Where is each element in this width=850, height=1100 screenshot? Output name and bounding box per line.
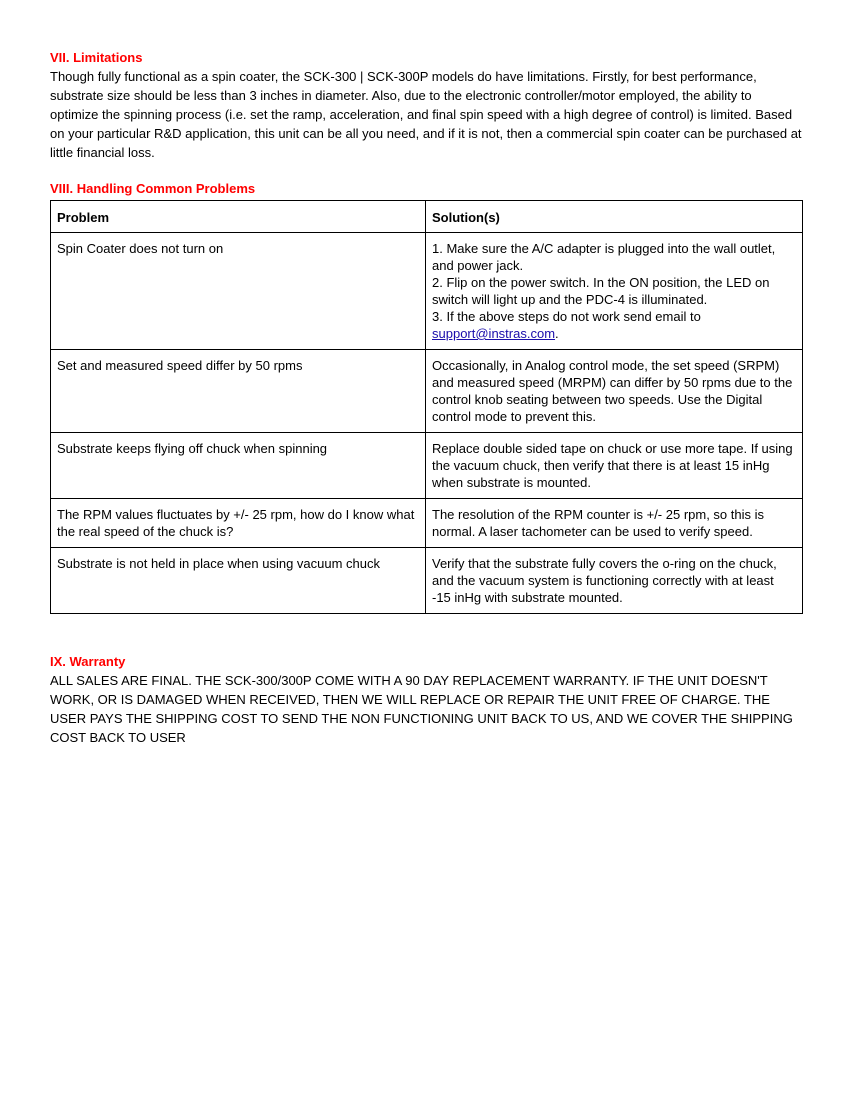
warranty-paragraph: ALL SALES ARE FINAL. THE SCK-300/300P COME WITH A 90 DAY REPLACEMENT WARRANTY. IF THE UNIT DOESN'T WORK, OR IS DAMAGED WHEN RECEIVED, THEN WE WILL REPLACE OR REPAIR THE UNIT FREE OF CHARGE. THE USER PAYS THE SHIPPING COST TO SEND THE NON FUNCTIONING UNIT BACK TO US, AND WE COVER THE SHIPPING COST BACK TO USER: [50, 673, 793, 745]
solution-cell: [426, 233, 803, 350]
common-problems-heading: VIII. Handling Common Problems: [50, 181, 256, 196]
problems-table: [50, 200, 803, 614]
solution-tail: .: [555, 326, 559, 341]
problem-cell: Set and measured speed differ by 50 rpms: [51, 350, 426, 433]
solution-step: 2. Flip on the power switch. In the ON position, the LED on switch will light up and the PDC-4 is illuminated.: [432, 275, 770, 307]
support-email-link[interactable]: support@instras.com: [432, 326, 556, 341]
solution-step: 3. If the above steps do not work send email to: [432, 309, 701, 324]
document-page: [50, 48, 802, 747]
problem-cell: Spin Coater does not turn on: [51, 233, 426, 350]
solution-cell: Verify that the substrate fully covers the o-ring on the chuck, and the vacuum system is functioning correctly with at least -15 inHg with substrate mounted.: [426, 548, 803, 614]
common-problems-section: [50, 179, 802, 614]
solution-cell: Occasionally, in Analog control mode, the set speed (SRPM) and measured speed (MRPM) can differ by 50 rpms due to the control knob seating between two speeds. Use the Digital control mode to prevent this.: [426, 350, 803, 433]
problem-cell: Substrate is not held in place when using vacuum chuck: [51, 548, 426, 614]
table-row: [51, 548, 803, 614]
limitations-paragraph: Though fully functional as a spin coater, the SCK-300 | SCK-300P models do have limitations. Firstly, for best performance, substrate size should be less than 3 inches in diameter. Also, due to the electronic controller/motor employed, the ability to optimize the spinning process (i.e. set the ramp, acceleration, and final spin speed with a high degree of control) is limited. Based on your particular R&D application, this unit can be all you need, and if it is not, then a commercial spin coater can be purchased at little financial loss.: [50, 69, 802, 160]
solution-cell: Replace double sided tape on chuck or use more tape. If using the vacuum chuck, then verify that there is at least 15 inHg when substrate is mounted.: [426, 433, 803, 499]
table-row: [51, 350, 803, 433]
limitations-section: [50, 48, 802, 162]
problem-cell: The RPM values fluctuates by +/- 25 rpm, how do I know what the real speed of the chuck is?: [51, 499, 426, 548]
table-row: [51, 233, 803, 350]
warranty-heading: IX. Warranty: [50, 654, 126, 669]
problem-column-header: Problem: [51, 201, 426, 233]
table-header-row: [51, 201, 803, 233]
problem-cell: Substrate keeps flying off chuck when spinning: [51, 433, 426, 499]
solution-step: 1. Make sure the A/C adapter is plugged into the wall outlet, and power jack.: [432, 241, 776, 273]
solution-cell: The resolution of the RPM counter is +/- 25 rpm, so this is normal. A laser tachometer can be used to verify speed.: [426, 499, 803, 548]
warranty-section: [50, 652, 802, 747]
limitations-heading: VII. Limitations: [50, 50, 143, 65]
table-row: [51, 499, 803, 548]
solution-column-header: Solution(s): [426, 201, 803, 233]
table-row: [51, 433, 803, 499]
